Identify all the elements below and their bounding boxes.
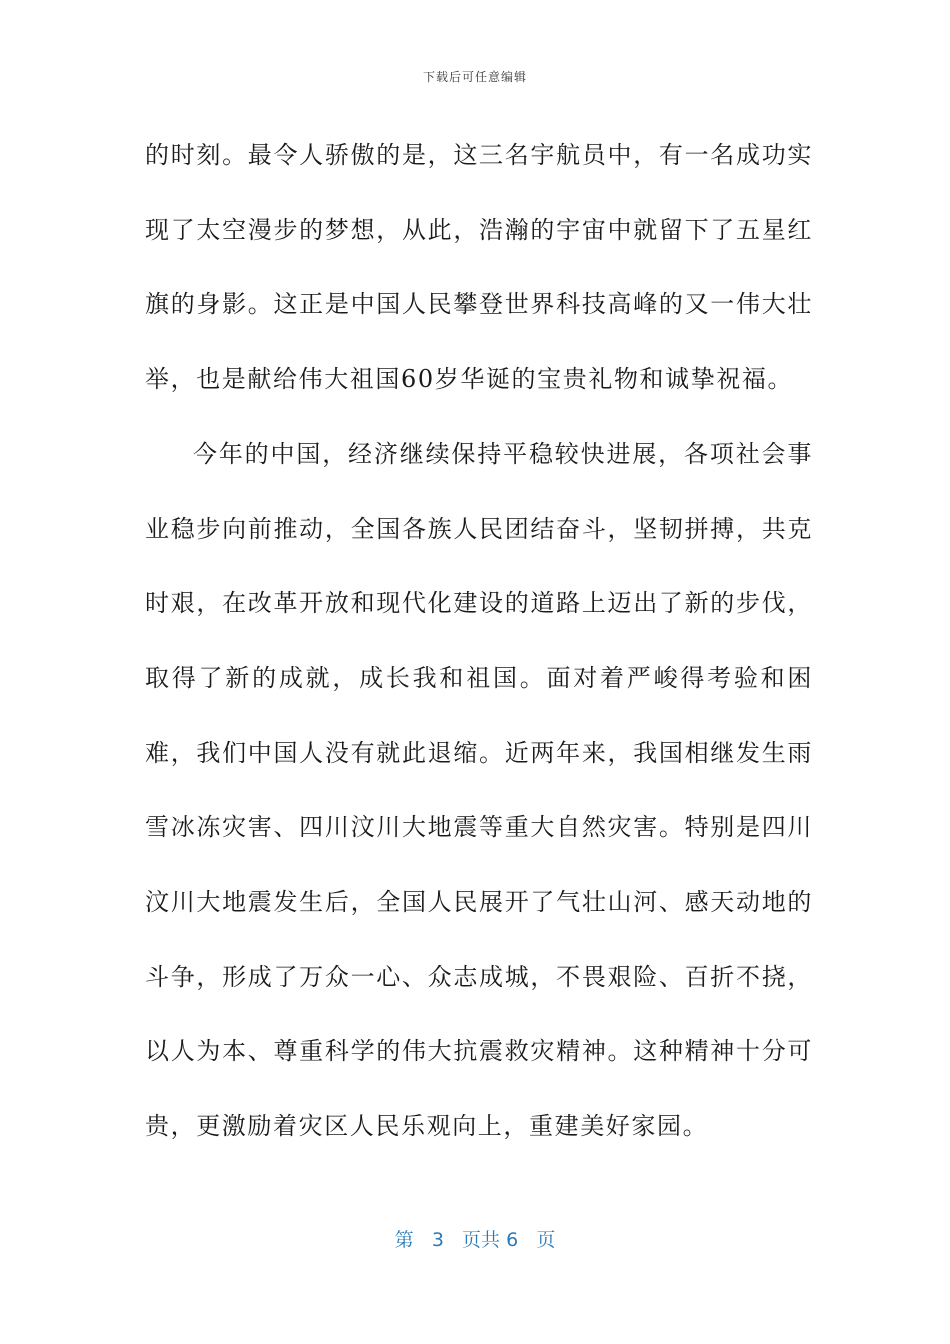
paragraph-1: 的时刻。最令人骄傲的是，这三名宇航员中，有一名成功实现了太空漫步的梦想，从此，浩瀚的宇宙中就留下了五星红旗的身影。这正是中国人民攀登世界科技高峰的又一伟大壮举，也是献给伟大祖国60岁华诞的宝贵礼物和诚挚祝福。 [145,141,813,394]
total-pages-number: 6 [506,1229,519,1251]
page-label-prefix: 第 [394,1229,414,1251]
page-label-suffix: 页 [536,1229,556,1251]
paragraph-2: 今年的中国，经济继续保持平稳较快进展，各项社会事业稳步向前推动，全国各族人民团结奋斗，坚韧拼搏，共克时艰，在改革开放和现代化建设的道路上迈出了新的步伐，取得了新的成就，成长我和祖国。面对着严峻得考验和困难，我们中国人没有就此退缩。近两年来，我国相继发生雨雪冰冻灾害、四川汶川大地震等重大自然灾害。特别是四川汶川大地震发生后，全国人民展开了气壮山河、感天动地的斗争，形成了万众一心、众志成城，不畏艰险、百折不挠，以人为本、尊重科学的伟大抗震救灾精神。这种精神十分可贵，更激励着灾区人民乐观向上，重建美好家园。 [145,439,813,1141]
page-number-footer [0,1225,950,1252]
page-label-middle: 页共 [462,1229,501,1251]
page-header-note: 下载后可任意编辑 [422,70,527,84]
current-page-number: 3 [431,1229,444,1251]
document-body [145,118,813,1164]
